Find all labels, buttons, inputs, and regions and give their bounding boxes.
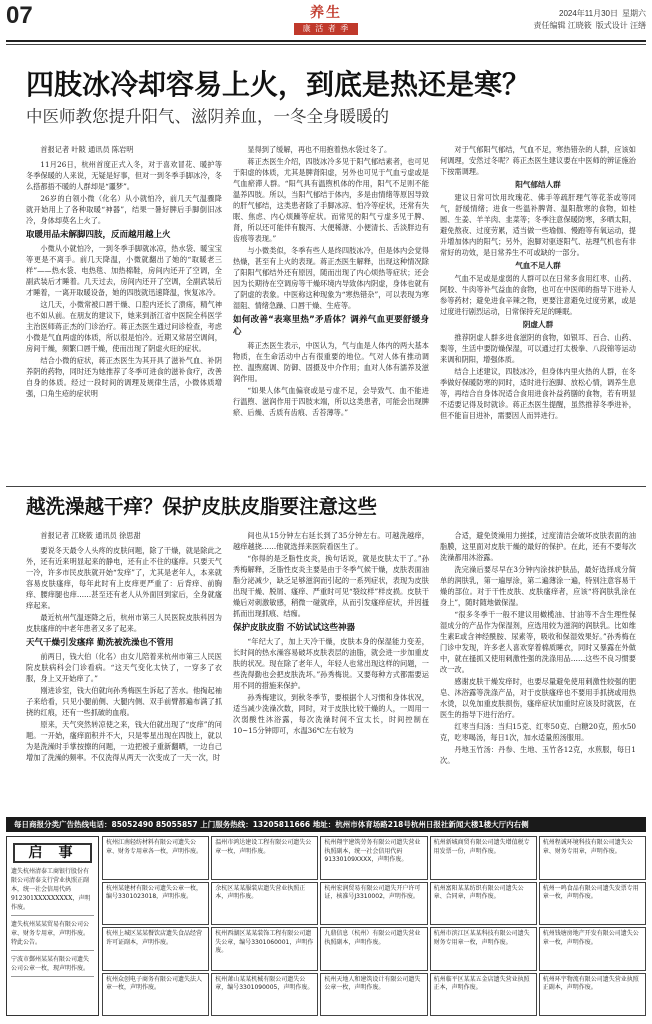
- classified-ad-cell: 杭州宏润贸易有限公司遗失开户许可证，核准号J3310002，声明作废。: [320, 882, 427, 926]
- paragraph: 显得到了缓解，再也不用抱着热水袋过冬了。: [247, 145, 392, 154]
- notice-box: [6, 836, 99, 1016]
- paragraph: 间也从15分钟左右延长到了35分钟左右。可越洗越痒，越痒越挠……他就选择来医院看医生了。: [233, 531, 429, 551]
- section-subtitle: 康 活 者 季: [294, 23, 358, 35]
- paragraph: 与小微类似，冬季有些人是终四肢冰冷，但是体内会觉得热燥，甚至有上火的表现。蒋正杰医生解释，出现这种情况除了阳阳气郁结外还有原因，随而出现了内心烦热等症状；还会因为长期待在空调房等干燥环境内导致体内阴虚，身体也就有了阴虚的表象。中医称这种现象为“寒热错杂”，可以表现为寒湿阻、情绪急躁、口唇干燥、生疮等。: [233, 246, 429, 310]
- notice-title: 启事: [13, 843, 92, 863]
- page-number: 07: [6, 2, 33, 29]
- classified-ad-cell: 杭州上城区某某餐饮店遗失食品经营许可证副本，声明作废。: [102, 927, 209, 971]
- header-rule: [6, 40, 646, 42]
- editor-credit: 责任编辑 江晓筱: [533, 21, 592, 30]
- article1-headline: 四肢冰冷却容易上火，到底是热还是寒？: [26, 68, 531, 101]
- classified-ad-cell: 杭州萧山某某机械有限公司遗失公章，编号3301090005，声明作废。: [211, 973, 318, 1017]
- paragraph: 刚进诊室，钱大伯就向孙秀梅医生诉起了苦水。他掏起袖子来给看，只见小腿前侧、大腿内侧、双手前臂都遍布满了抓挠的红痕，还有一些抓破的血痕。: [26, 686, 222, 717]
- section-title: 养生: [310, 5, 342, 21]
- classified-ad-cell: 杭州市滨江区某某科技有限公司遗失财务专用章一枚，声明作废。: [430, 927, 537, 971]
- paragraph: 蒋正杰医生表示，中医认为，气与血是人体内的两大基本物质，在生命活动中占有很重要的地位。气对人体有推动调控、温煦腐调、防御、固摄及中介作用；血对人体有濡养及滋润作用。: [233, 341, 429, 383]
- paragraph: 26岁的白领小微（化名）从小就怕冷，前几天气温骤降就开始用上了各种取暖“神器”，结果一暑好脾后手脚倒旧冰冷，身体却莫名上火了。: [26, 194, 222, 225]
- paragraph: 孙秀梅建议，到秋冬季节，要根据个人习惯和身体状况，适当减少洗澡次数，同时，对于皮肤比较干燥的人，一周用一次弱酸性沐浴露，每次洗澡时间不宜太长，时间控制在10~15分钟即可，水温36℃左右较为: [233, 693, 429, 735]
- article2-column-3: [440, 530, 636, 812]
- paragraph: 原来，天气突然转凉使之来，钱大伯就出现了“皮痒”的问题。一开始，瘙痒面积并不大，只是零星出现在四肢上，就以为是洗澡时手掌按擦的问题，一边把被子重新翻晒，一边自己增加了洗澡的频率。不仅洗得从两天一次变成了一天一次，时: [26, 720, 222, 762]
- paragraph: 最近杭州气温逐降之后，杭州市第三人民医院皮肤科因为皮肤瘙痒的中老年患者又多了起来。: [26, 613, 222, 633]
- article1-column-2: [233, 144, 429, 480]
- paragraph: 合适，避免烫澡用力搓揉，过度清洁会破坏皮肤表面的油脂膜，这里面对皮肤干燥的最好的保护。在此，还有不要每次洗澡都用沐浴露。: [440, 531, 636, 562]
- classified-ad-cell: 九鼎信息（杭州）有限公司遗失营业执照副本，声明作废。: [320, 927, 427, 971]
- section-label: [294, 5, 358, 35]
- paragraph: 这几天，小微常被口唇干燥、口腔内还长了溃疡，精气神也不如从前。在朋友的建议下，她来到浙江省中医院全科医学主治医师蒋正杰的门诊治疗。蒋正杰医生通过问诊检查，考虑小微是气血两虚的体质，所以很是怕冷。近期又常居空调间，房间干燥，频繁口唇干燥，使而出现了阴虚火旺的症状。: [26, 300, 222, 353]
- paragraph: 结合小微的症状，蒋正杰医生为其开具了滋补气血、补阴养阴的药物，同时还为她推荐了冬季可进食的滋补食疗，改善自身的体质。经过一段时间的调理及规律生活，小微体质增强，口角生疮的症状明: [26, 356, 222, 398]
- article1-column-3: [440, 144, 636, 480]
- article2-headline: 越洗澡越干痒？保护皮肤皮脂要注意这些: [26, 495, 378, 518]
- classified-ad-cell: 杭州众创电子商务有限公司遗失法人章一枚，声明作废。: [102, 973, 209, 1017]
- notice-item: 宁波市鄞州某某有限公司遗失公司公章一枚，现声明作废。: [11, 955, 94, 977]
- classified-ad-cell: 杭州富阳某某纺织有限公司遗失公章、合同章，声明作废。: [430, 882, 537, 926]
- paragraph: 11月26日，杭州首度正式入冬，对于喜欢冒花、暖护等冬季保暖的人来说，无疑是好事，但对一到冬季手脚冰冷，冬么搭都捂不暖的人群却是“噩梦”。: [26, 160, 222, 191]
- classified-ad-cell: 杭州江南轻纺材料有限公司遗失公章、财务专用章各一枚，声明作废。: [102, 836, 209, 880]
- subheading: 气血不足人群: [515, 261, 561, 270]
- classified-ad-cell: 杭州翔宇建筑劳务有限公司遗失营业执照副本，统一社会信用代码91330109XXXX，声明作废。: [320, 836, 427, 880]
- subheading: 保护皮肤皮脂 不妨试试这些神器: [233, 623, 355, 633]
- subheading: 取暖用品未解脚四肢，反而越用越上火: [26, 230, 171, 240]
- paragraph: 前两日，钱大伯（化名）由女儿陪着来杭州市第三人民医院皮肤病科会门诊看病。“这天气变化太快了，一穿多了衣服，身上又开始痒了。”: [26, 652, 222, 683]
- classified-ad-cell: 杭州程诚环境科技有限公司遗失公章、财务专用章，声明作废。: [539, 836, 646, 880]
- designer-credit: 版式设计 汪缮: [595, 21, 646, 30]
- classified-ad-cell: 温州市鸿达建设工程有限公司遗失公章一枚，声明作废。: [211, 836, 318, 880]
- notice-item: 遗失杭州清泰工商银行股份有限公司清泰支行营业执照正副本，统一社会信用代码912301XXXXXXXXX，声明作废。: [11, 867, 94, 916]
- paragraph: 气血不足或是虚弱的人群可以在日常多食用红枣、山药、阿胶、牛肉等补气益血的食物，也可在中医师的指导下进补人参等药材；避免进食辛辣之物，更要注意避免过度劳累，或是过度进行剧烈运动，日常保持充足的睡眠。: [440, 274, 636, 316]
- paragraph: 要说冬天最令人头疼的皮肤问题，除了干燥，就是除此之外，还有近来明显起来的静电，还有止不住的瘙痒。只要天气一冷，许多市民皮肤就开始“发痒”了，尤其是老年人，本来就容易皮肤瘙痒，每年此时有上皮痒更严重了：后背痒、前胸痒、腰痒腿也痒……甚至还有老人从外面回到家后，全身就瘙痒起来。: [26, 546, 222, 610]
- paragraph: 红枣当归汤：当归15克、红枣50克、白糖20克，煎水50克，吃枣喝汤，每日1次，加水适量煎汤服用。: [440, 722, 636, 742]
- paragraph: 建议日常可饮用玫瑰花、佛手等疏肝理气等花茶或等同气，舒缓情绪；进食一些温补脾肾、温阳散寒的食物，如桂圆、生姜、羊羊肉、韭菜等；冬季注意保暖防寒，多晒太阳，避免熬夜、过度劳累，适当做一些瑜伽、慢跑等有氧运动，提升增加体内的阳气；另外，泡脚对驱逐阳气、祛理气机也有非常好的功效，是日常养生不可或缺的一部分。: [440, 193, 636, 257]
- paragraph: 推荐阴虚人群多进食滋阴的食物，如银耳、百合、山药、梨等，生活中要防燥保湿，可以通过打太极拳、八段锦等运动来调和阴阳，增强体质。: [440, 333, 636, 364]
- paragraph: 结合上述建议，四肢冰冷，但身体内里火热的人群，在冬季做好保暖防寒的同时，适时进行泡脚、放松心情，调养生息等，再结合自身体况适合食用进食补益药膳的食物，若有明显不适要记得及时就诊。蒋正杰医生提醒，虽然推荐冬季进补，但不能盲目进补，需要因人而异进行。: [440, 367, 636, 420]
- paragraph: 洗完澡后要尽早在3分钟内涂抹护肤品，最好选择成分简单的润肤乳，第一遍厚涂，第二遍薄涂一遍，特别注意容易干燥的部位。对于干性皮肤、皮肤瘙痒者，应该“将润肤乳涂在身上”，随时随地做保湿。: [440, 565, 636, 607]
- notice-item: 遗失杭州某某贸易有限公司公章、财务专用章，声明作废。特此公告。: [11, 920, 94, 951]
- classified-ad-cell: 杭州钱塘房地产开发有限公司遗失公章一枚，声明作废。: [539, 927, 646, 971]
- subheading: 阳气郁结人群: [515, 180, 561, 189]
- paragraph: 感谢皮肤干燥发痒时，也要尽量避免使用刺激性较强的肥皂、沐浴露等洗涤产品，对于皮肤瘙痒也不要用手抓挠或用热水烫，以免加重皮肤损伤，瘙痒症状加重时应该及时就医，在医生的指导下进行治疗。: [440, 677, 636, 719]
- classified-ad-cell: 杭州临平区某某五金店遗失营业执照正本，声明作废。: [430, 973, 537, 1017]
- classified-ad-cell: 杭州环宇物流有限公司遗失营业执照正副本，声明作废。: [539, 973, 646, 1017]
- classified-ad-cell: 杭州西湖区某某装饰工程有限公司遗失公章，编号3301060001，声明作废。: [211, 927, 318, 971]
- paragraph: “年纪大了，加上天冷干燥，皮肤本身的保湿能力变差，长时间的热水澡容易破坏皮肤表层的油脂，就会进一步加重皮肤的状况。现在除了老年人，年轻人也常出现这样的问题，一些洗得勤也会把皮肤洗坏。”孙秀梅说。又要每种方式都需要运用不同的措施来保护。: [233, 637, 429, 690]
- header-meta: [530, 8, 646, 32]
- article1-column-1: [26, 144, 222, 480]
- subheading: 阴虚人群: [522, 320, 554, 329]
- article2-column-1: [26, 530, 222, 812]
- classified-ad-cell: 杭州某建材有限公司遗失公章一枚，编号3301023018，声明作废。: [102, 882, 209, 926]
- issue-date: 2024年11月30日: [559, 9, 618, 18]
- classified-ad-cell: 杭州新城商贸有限公司遗失增值税专用发票一份，声明作废。: [430, 836, 537, 880]
- article1-subheadline: 中医师教您提升阳气、滋阴养血，一冬全身暖暖的: [26, 107, 389, 126]
- classified-ad-cell: 杭州一鸣食品有限公司遗失发票专用章一枚，声明作废。: [539, 882, 646, 926]
- notice-body: [7, 867, 98, 977]
- subheading: 天气干燥引发瘙痒 勤洗被洗澡也不管用: [26, 638, 174, 648]
- paragraph: 对于气郁阳气郁结，气血不足，寒热错杂的人群，应该如何调理，安然过冬呢？蒋正杰医生建议要在中医师的辨证施治下按需调理。: [440, 145, 636, 176]
- article-separator: [6, 486, 646, 487]
- classified-ad-cell: 余杭区某某服装店遗失营业执照正本，声明作废。: [211, 882, 318, 926]
- article2-byline: 首报记者 江晓筱 通讯员 徐思甜: [40, 531, 141, 540]
- subheading: 如何改善“表寒里热”矛盾体？调养气血更要舒缓身心: [233, 315, 429, 337]
- classified-ad-hotline-bar: 每日商报分类广告热线电话：85052490 85055857 上门服务热线：13205811666 地址：杭州市体育场路218号杭州日报社新闻大楼1楼大厅内右侧: [6, 817, 646, 832]
- paragraph: 丹地玉竹汤：丹参、生地、玉竹各12克，水煎服，每日1次。: [440, 745, 636, 765]
- classified-ad-grid: [102, 836, 646, 1016]
- header-rule-thin: [6, 44, 646, 45]
- paragraph: “很多冬季干一般不建议用橄榄油、甘油等不含生理性保湿成分的产品作为保湿剂，应选用较为滋润的润肤乳。比如维生素E或含神经酰胺、尿素等，吸收和保湿效果好。”孙秀梅在门诊中发现，许多老人喜欢穿着棉质睡衣，同时又暴露在外做中，就在搔抓又使用刺激性强的洗涤用品……这些不良习惯要改一改。: [440, 610, 636, 674]
- article2-column-2: [233, 530, 429, 812]
- paragraph: 小微从小就怕冷，一到冬季手脚就冰凉，热水袋、暖宝宝等更是不离手。前几天降温，小微就翻出了她的“取暖老三样”——热水袋、电热毯、加热棉鞋，房间内还开了空调，全副武装后才睡着。几天过去，房间内还开了空调，全副武装后才睡着，一离开取暖设备，她的四肢就迅速降温，恢复冰冷。: [26, 244, 222, 297]
- classified-ad-cell: 杭州天地人和建筑设计有限公司遗失公章一枚，声明作废。: [320, 973, 427, 1017]
- paragraph: 蒋正杰医生介绍，四肢冰冷多见于阳气郁结素者，也可见于阳虚的体质，尤其是脾肾阳虚，另外也可见于气血亏虚或是气血瘀滞人群。“阳气具有温煦机体的作用，阳气不足则不能温养四肢。所以，当阳气郁结于体内，多是由情绪等原因导致的肝气郁结，这类患者除了手脚冰凉、怕冷等症状，还常有失眠、焦虑、内心烦躁等症状。而常见的阳气亏虚多见于脾、肾，所以还可能伴有腹泻、大便稀溏、小便清长、舌淡胖边有齿痕等表现。”: [233, 157, 429, 243]
- issue-weekday: 星期六: [622, 9, 646, 18]
- paragraph: “你得的是乏脂性皮炎，换句话说，就是皮肤太干了。”孙秀梅解释，乏脂性皮炎主要是由于冬季气候干燥，皮肤表面油脂分泌减少，缺乏足够滋润而引起的一系列症状，表现为皮肤出现干燥、脱屑、瘙痒、严重时可见“裂纹样”样皮损。皮肤干燥后对刺激敏感，稍微一碰就痒，从而引发瘙痒症状，并因搔抓而出现抓痕、结痂。: [233, 554, 429, 618]
- article1-byline: 首报记者 叶陂 通讯员 陈岩明: [40, 145, 134, 154]
- paragraph: “如果人体气血偏衰或是亏虚不足，会导致气、血不能进行温煦、滋润作用于四肢末端，所以这类患者，可能会出现脾瘀、后燥、舌质有齿痕、舌苔薄等。”: [233, 386, 429, 417]
- page-header: [0, 0, 652, 44]
